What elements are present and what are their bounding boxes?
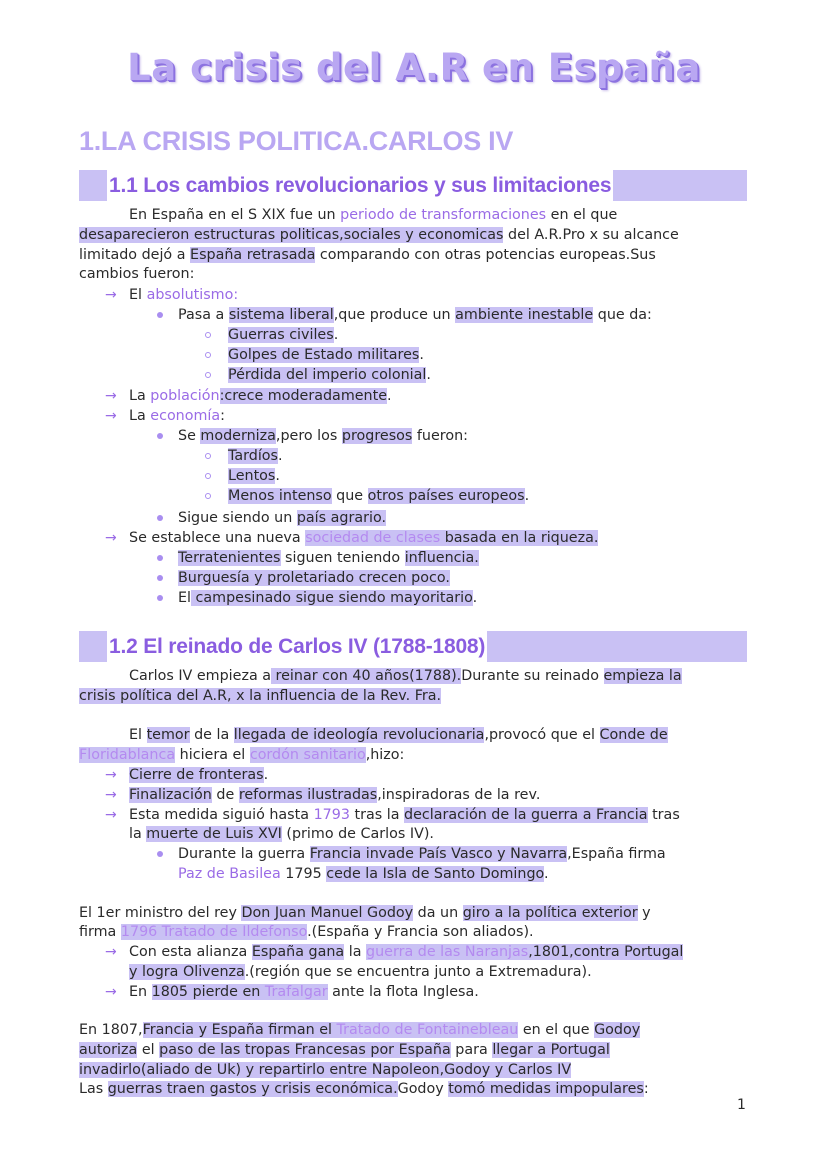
list-item: El campesinado sigue siendo mayoritario. [178, 590, 478, 606]
text-line: autoriza el paso de las tropas Francesas por España para llegar a Portugal [79, 1042, 610, 1058]
list-item: la muerte de Luis XVI (primo de Carlos IV). [129, 826, 434, 842]
list-item: Guerras civiles. [228, 327, 339, 343]
arrow-icon: → [105, 984, 117, 1000]
list-item: Sigue siendo un país agrario. [178, 510, 387, 526]
text-line: El temor de la llegada de ideología revolucionaria,provocó que el Conde de [129, 727, 668, 743]
list-item: La población:crece moderadamente. [129, 388, 392, 404]
list-item: Durante la guerra Francia invade País Vasco y Navarra,España firma [178, 846, 666, 862]
list-item: Se establece una nueva sociedad de clases basada en la riqueza. [129, 530, 599, 546]
list-item: Se moderniza,pero los progresos fueron: [178, 428, 468, 444]
list-item: La economía: [129, 408, 225, 424]
bullet-icon [157, 312, 163, 318]
list-item: Menos intenso que otros países europeos. [228, 488, 530, 504]
list-item: Pasa a sistema liberal,que produce un ambiente inestable que da: [178, 307, 652, 323]
circle-bullet-icon [205, 473, 211, 479]
list-item: Golpes de Estado militares. [228, 347, 424, 363]
list-item: Pérdida del imperio colonial. [228, 367, 431, 383]
bullet-icon [157, 575, 163, 581]
list-item: Lentos. [228, 468, 280, 484]
list-item: Cierre de fronteras. [129, 767, 269, 783]
arrow-icon: → [105, 408, 117, 424]
list-item: Esta medida siguió hasta 1793 tras la declaración de la guerra a Francia tras [129, 807, 680, 823]
bullet-icon [157, 555, 163, 561]
list-item: Terratenientes siguen teniendo influencia. [178, 550, 479, 566]
list-item: Finalización de reformas ilustradas,inspiradoras de la rev. [129, 787, 541, 803]
page-title: La crisis del A.R en España [127, 46, 701, 89]
arrow-icon: → [105, 287, 117, 303]
list-item: y logra Olivenza.(región que se encuentra junto a Extremadura). [129, 964, 592, 980]
text-line: crisis política del A.R, x la influencia de la Rev. Fra. [79, 688, 442, 704]
list-item: Tardíos. [228, 448, 283, 464]
text-line: En España en el S XIX fue un periodo de transformaciones en el que [129, 207, 618, 223]
text-line: Las guerras traen gastos y crisis económica.Godoy tomó medidas impopulares: [79, 1081, 649, 1097]
circle-bullet-icon [205, 332, 211, 338]
text-line: El 1er ministro del rey Don Juan Manuel Godoy da un giro a la política exterior y [79, 905, 651, 921]
arrow-icon: → [105, 807, 117, 823]
circle-bullet-icon [205, 352, 211, 358]
circle-bullet-icon [205, 453, 211, 459]
page-number: 1 [737, 1097, 746, 1113]
arrow-icon: → [105, 388, 117, 404]
circle-bullet-icon [205, 372, 211, 378]
text-line: invadirlo(aliado de Uk) y repartirlo entre Napoleon,Godoy y Carlos IV [79, 1062, 572, 1078]
text-line: Floridablanca hiciera el cordón sanitario,hizo: [79, 747, 405, 763]
section-heading: 1.LA CRISIS POLITICA.CARLOS IV [79, 126, 514, 156]
arrow-icon: → [105, 787, 117, 803]
subheading-1-1: 1.1 Los cambios revolucionarios y sus limitaciones [107, 170, 613, 201]
list-item: Burguesía y proletariado crecen poco. [178, 570, 450, 586]
bullet-icon [157, 595, 163, 601]
subheading-1-2: 1.2 El reinado de Carlos IV (1788-1808) [107, 631, 487, 662]
list-item: Con esta alianza España gana la guerra de las Naranjas,1801,contra Portugal [129, 944, 684, 960]
list-item: En 1805 pierde en Trafalgar ante la flota Inglesa. [129, 984, 479, 1000]
list-item: Paz de Basilea 1795 cede la Isla de Santo Domingo. [178, 866, 549, 882]
bullet-icon [157, 515, 163, 521]
text-line: limitado dejó a España retrasada comparando con otras potencias europeas.Sus [79, 247, 656, 263]
text-line: desaparecieron estructuras politicas,sociales y economicas del A.R.Pro x su alcance [79, 227, 679, 243]
text-line: cambios fueron: [79, 266, 195, 282]
list-item: El absolutismo: [129, 287, 239, 303]
text-line: firma 1796 Tratado de Ildefonso.(España y Francia son aliados). [79, 924, 534, 940]
arrow-icon: → [105, 767, 117, 783]
arrow-icon: → [105, 944, 117, 960]
arrow-icon: → [105, 530, 117, 546]
text-line: En 1807,Francia y España firman el Tratado de Fontainebleau en el que Godoy [79, 1022, 641, 1038]
bullet-icon [157, 433, 163, 439]
circle-bullet-icon [205, 493, 211, 499]
text-line: Carlos IV empieza a reinar con 40 años(1788).Durante su reinado empieza la [129, 668, 682, 684]
bullet-icon [157, 851, 163, 857]
